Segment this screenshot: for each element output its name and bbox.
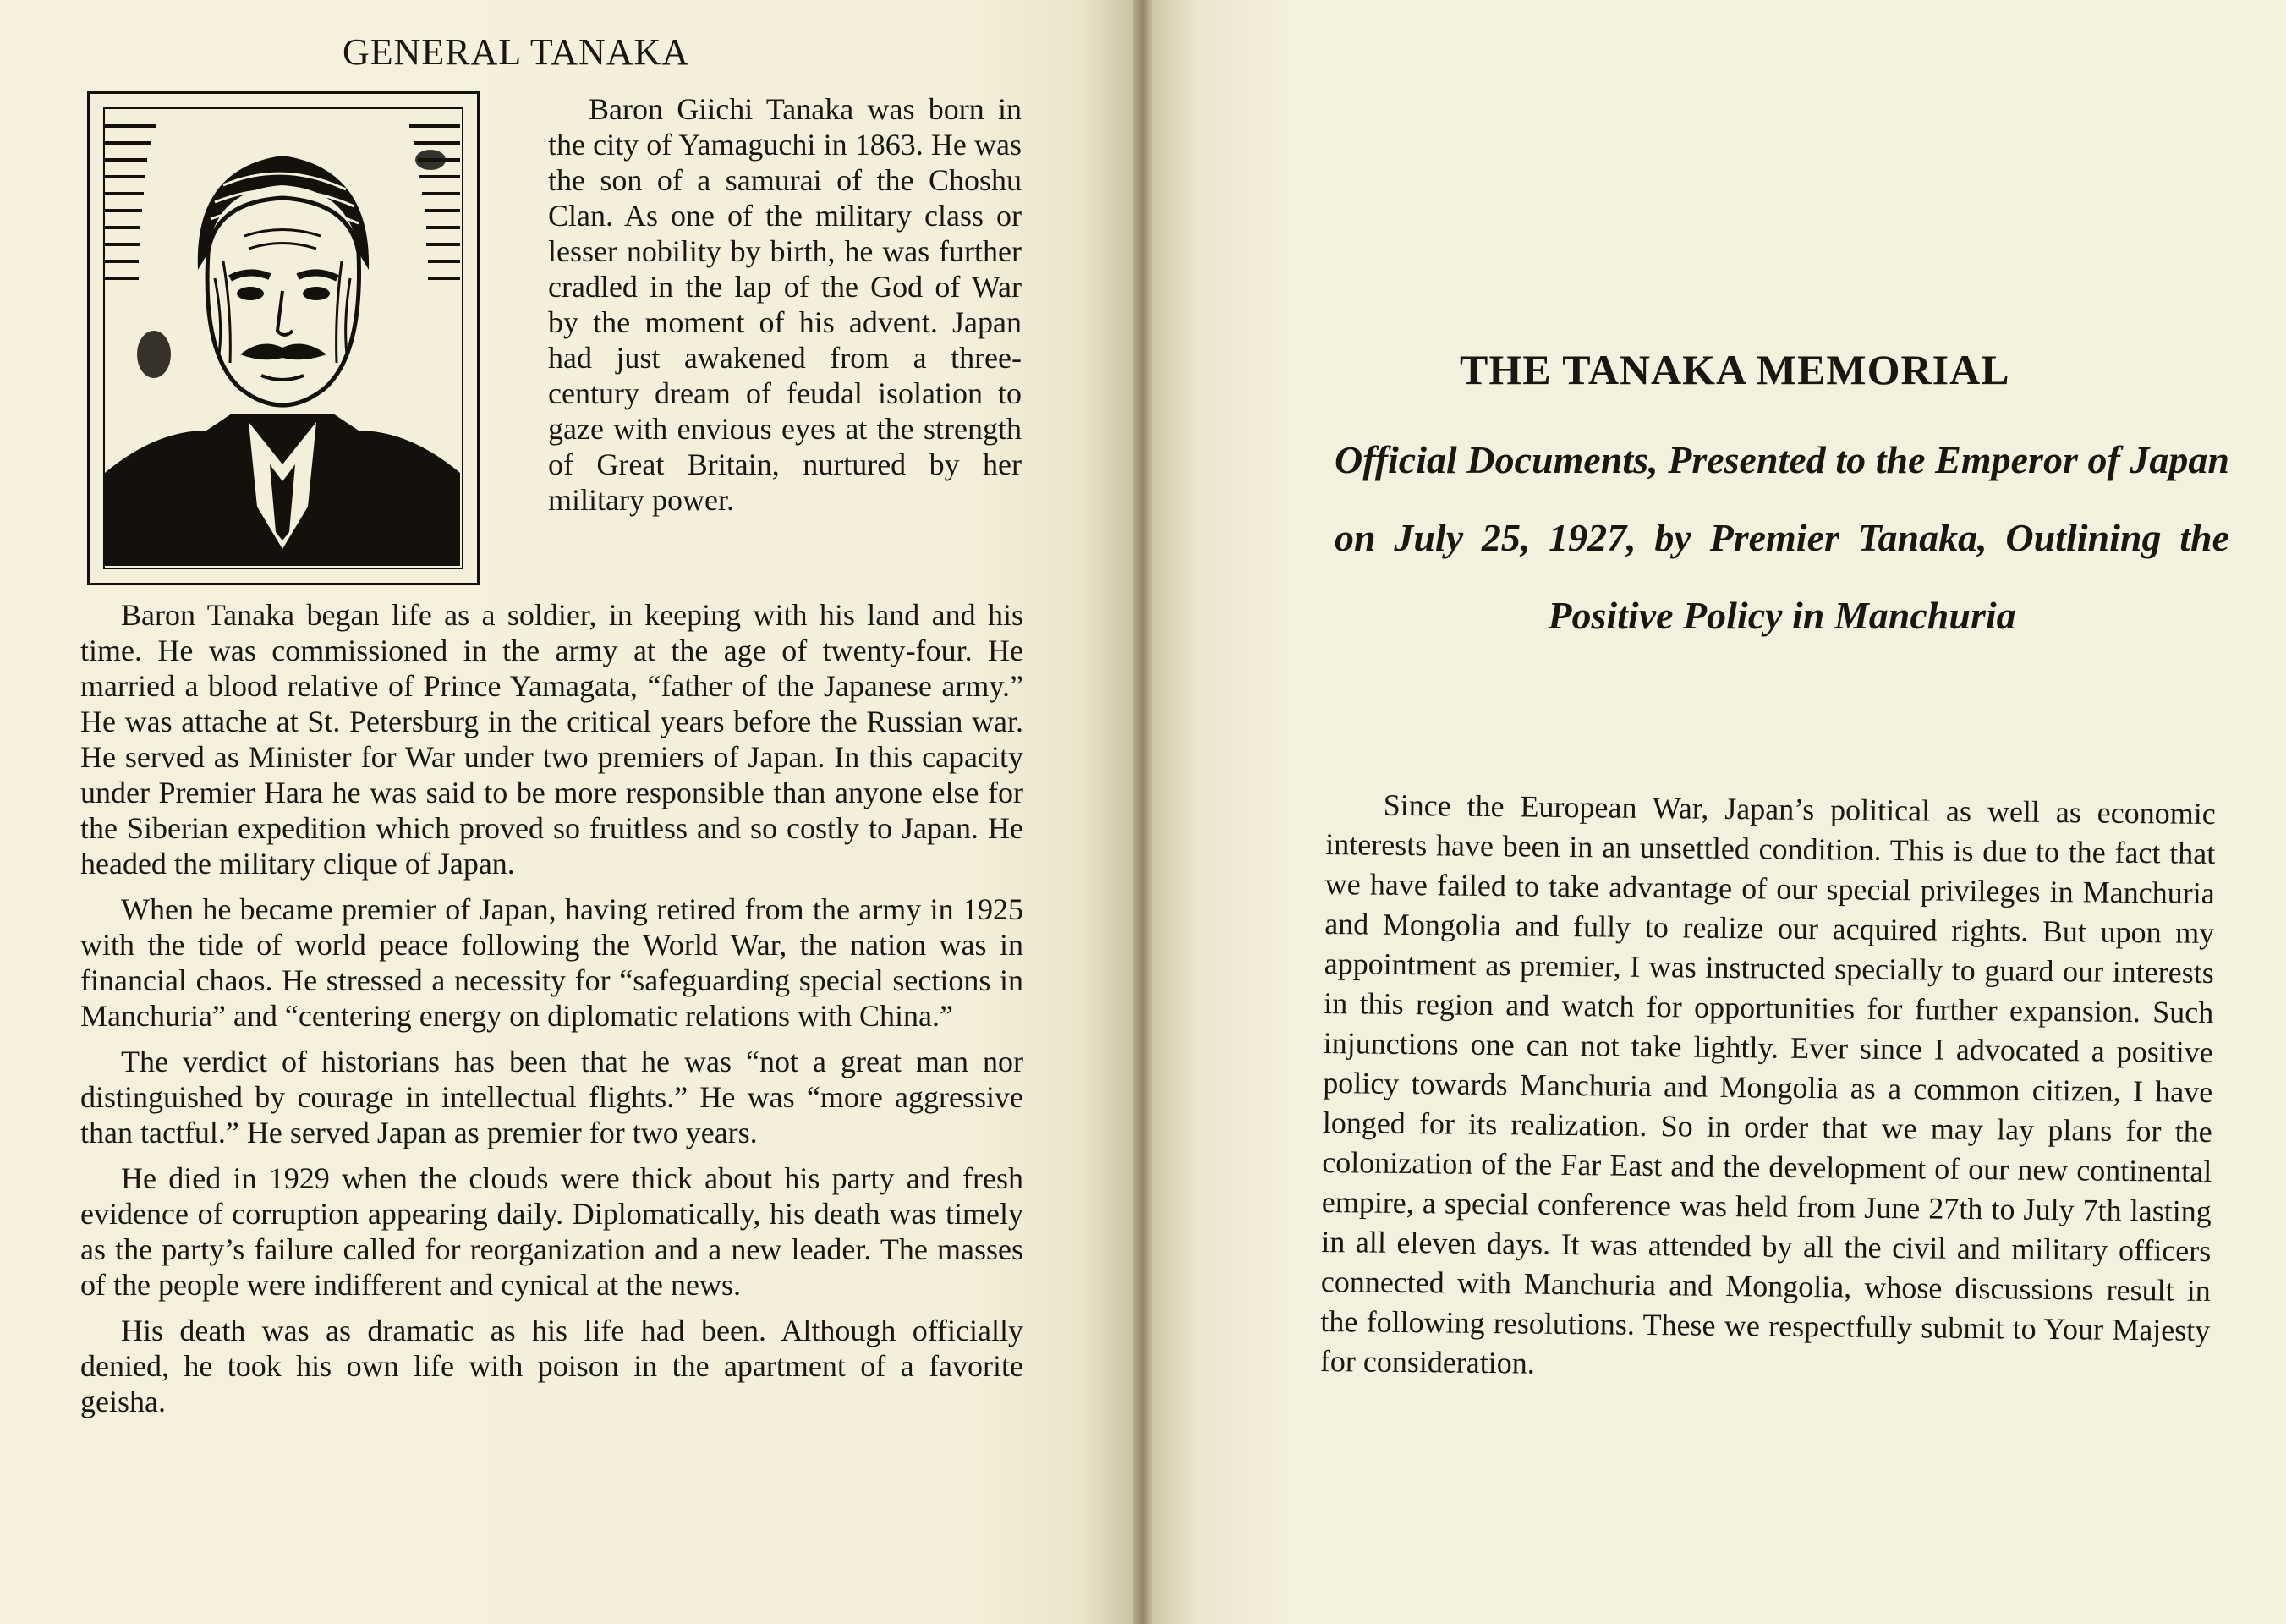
portrait-image	[103, 107, 463, 569]
biography-text	[80, 597, 1023, 1429]
paragraph: Baron Tanaka began life as a soldier, in keeping with his land and his time. He was commissioned in the army at the age of twenty-four. He married a blood relative of Prince Yamagata, “father of the Japanese army.” He was attache at St. Petersburg in the critical years before the Russian war. He served as Minister for War under two premiers of Japan. In this capacity under Premier Hara he was said to be more responsible than anyone else for the Siberian expedition which proved so fruitless and so costly to Japan. He headed the military clique of Japan.	[80, 598, 1023, 881]
paragraph: The verdict of historians has been that he was “not a great man nor distinguished by courage in intellectual flights.” He was “more aggressive than tactful.” He served Japan as premier for two years.	[80, 1045, 1023, 1149]
paragraph: His death was as dramatic as his life had been. Although officially denied, he took his own life with poison in the apartment of a favorite geisha.	[80, 1314, 1023, 1418]
memorial-subtitle: Official Documents, Presented to the Emperor of Japan on July 25, 1927, by Premier Tanaka, Outlining the Positive Policy in Manchuria	[1335, 438, 2229, 637]
memorial-title: THE TANAKA MEMORIAL	[1460, 346, 2010, 393]
paragraph: When he became premier of Japan, having retired from the army in 1925 with the tide of world peace following the World War, the nation was in financial chaos. He stressed a necessity for “safeguarding special sections in Manchuria” and “centering energy on diplomatic relations with China.”	[80, 892, 1023, 1033]
left-page	[0, 0, 1138, 1624]
portrait-frame	[87, 91, 480, 585]
memorial-body: Since the European War, Japan’s political as well as economic interests have been in an unsettled condition. This is due to the fact that we have failed to take advantage of our special privileges in Manchuria and Mongolia and fully to realize our acquired rights. But upon my appointment as premier, I was instructed specially to guard our interests in this region and watch for opportunities for further expansion. Such injunctions one can not take lightly. Ever since I advocated a positive policy towards Manchuria and Mongolia as a common citizen, I have longed for its realization. So in order that we may lay plans for the colonization of the Far East and the development of our new continental empire, a special conference was held from June 27th to July 7th lasting in all eleven days. It was attended by all the civil and military officers connected with Manchuria and Mongolia, whose discussions result in the following resolutions. These we respectfully submit to Your Majesty for consideration.	[1319, 787, 2216, 1380]
intro-paragraph: Baron Giichi Tanaka was born in the city of Yamaguchi in 1863. He was the son of a samurai of the Choshu Clan. As one of the military class or lesser nobility by birth, he was further cradled in the lap of the God of War by the moment of his advent. Japan had just awakened from a three-century dream of feudal isolation to gaze with envious eyes at the strength of Great Britain, nurtured by her military power.	[548, 92, 1022, 517]
page-heading: GENERAL TANAKA	[343, 31, 690, 73]
paragraph: He died in 1929 when the clouds were thick about his party and fresh evidence of corruption appearing daily. Diplomatically, his death was timely as the party’s failure called for reorganization and a new leader. The masses of the people were indifferent and cynical at the news.	[80, 1161, 1023, 1302]
